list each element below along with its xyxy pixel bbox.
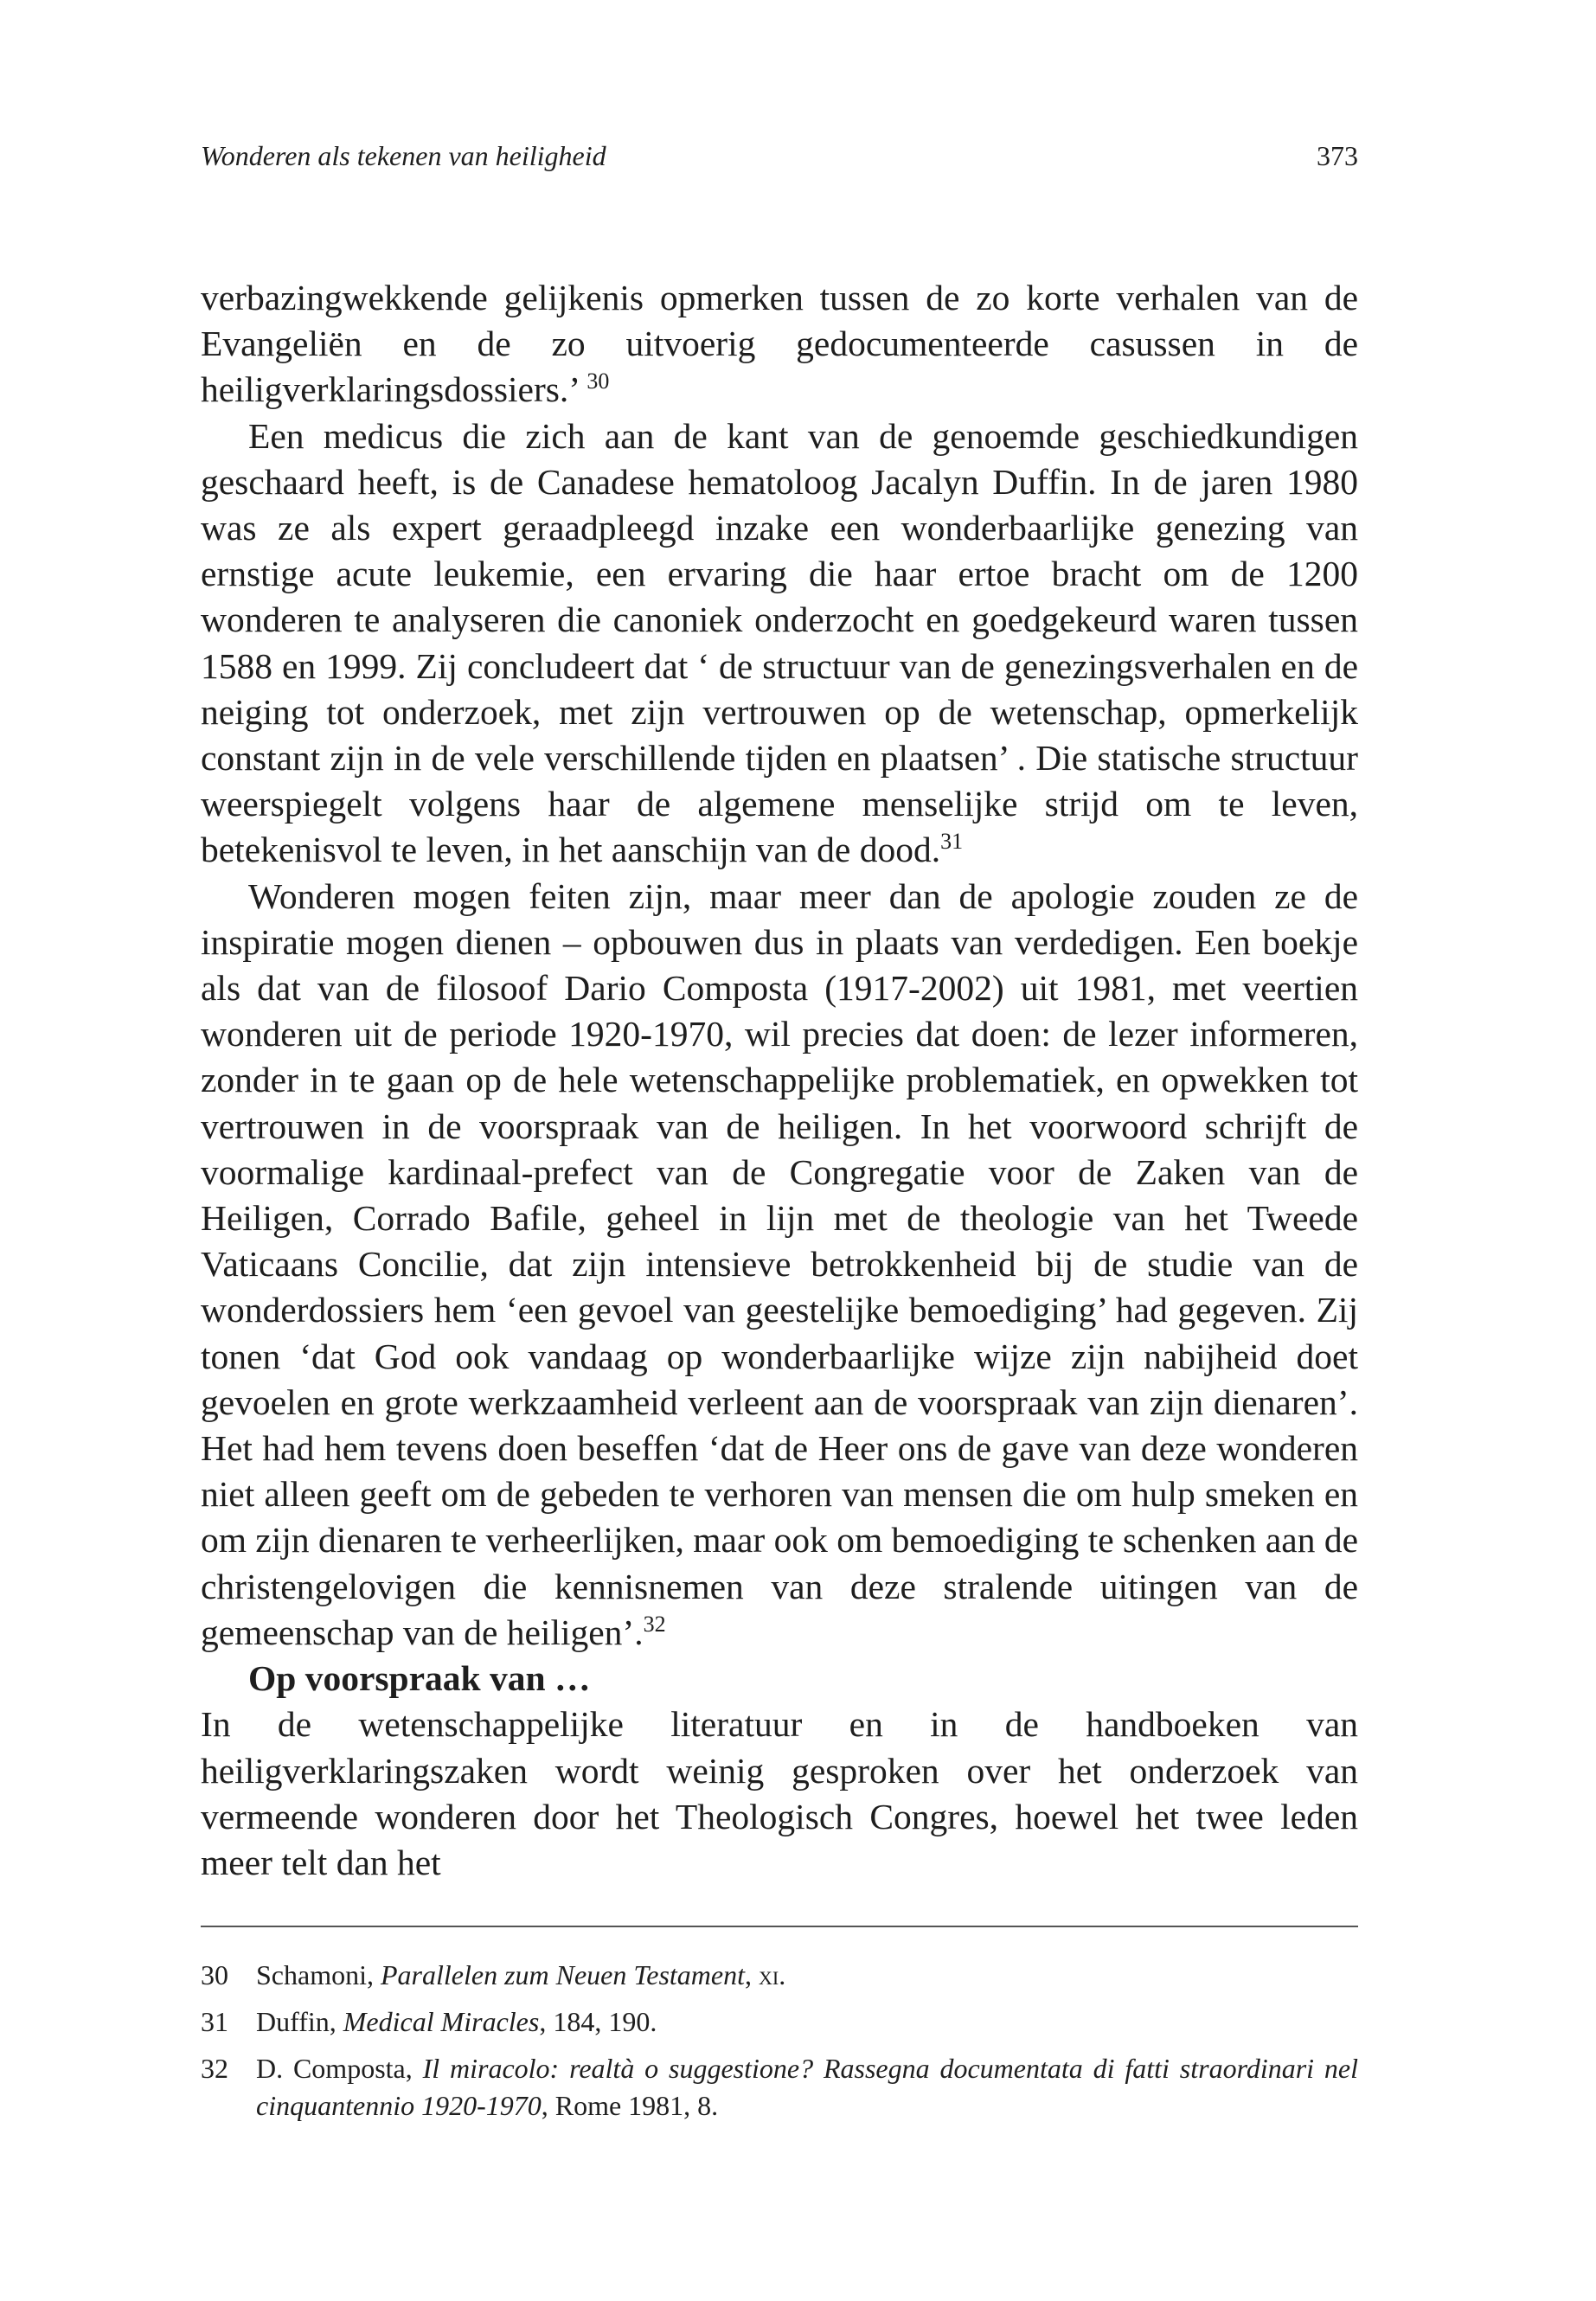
running-title: Wonderen als tekenen van heiligheid — [201, 140, 606, 171]
section-heading: Op voorspraak van … — [248, 1658, 591, 1699]
paragraph-2-text: Een medicus die zich aan de kant van de genoemde geschiedkundigen geschaard heeft, is de Canadese hematoloog Jacalyn Duffin. In de jaren 1980 was ze als expert geraadpleegd inzake een wonderbaarlijke genezing van ernstige acute leukemie, een ervaring die haar ertoe bracht om de 1200 wonderen te analyseren die canoniek onderzocht en goedgekeurd waren tussen 1588 en 1999. Zij concludeert dat ‘ de structuur van de genezingsverhalen en de neiging tot onderzoek, met zijn vertrouwen op de wetenschap, opmerkelijk constant zijn in de vele verschillende tijden en plaatsen’ . Die statische structuur weerspiegelt volgens haar de algemene menselijke strijd om te leven, betekenisvol te leven, in het aanschijn van de dood. — [201, 415, 1358, 870]
footnote-number: 30 — [201, 1959, 228, 1990]
footnote-32 — [201, 2050, 1358, 2125]
paragraph-1 — [201, 275, 1358, 413]
note-ref-31: 31 — [940, 829, 964, 855]
paragraph-1-text: verbazingwekkende gelijkenis opmerken tussen de zo korte verhalen van de Evangeliën en de zo uitvoerig gedocumenteerde casussen in de heiligverklaringsdossiers.’ — [201, 278, 1358, 410]
paragraph-3-text: Wonderen mogen feiten zijn, maar meer dan de apologie zouden ze de inspiratie mogen dienen – opbouwen dus in plaats van verdedigen. Een boekje als dat van de filosoof Dario Composta (1917-2002) uit 1981, met veertien wonderen uit de periode 1920-1970, wil precies dat doen: de lezer informeren, zonder in te gaan op de hele wetenschappelijke problematiek, en opwekken tot vertrouwen in de voorspraak van de heiligen. In het voorwoord schrijft de voormalige kardinaal-prefect van de Congregatie voor de Zaken van de Heiligen, Corrado Bafile, geheel in lijn met de theologie van het Tweede Vaticaans Concilie, dat zijn intensieve betrokkenheid bij de studie van de wonderdossiers hem ‘een gevoel van geestelijke bemoediging’ had gegeven. Zij tonen ‘dat God ook vandaag op wonderbaarlijke wijze zijn nabijheid doet gevoelen en grote werkzaamheid verleent aan de voorspraak van zijn dienaren’. Het had hem tevens doen beseffen ‘dat de Heer ons de gave van deze wonderen niet alleen geeft om de gebeden te verhoren van mensen die om hulp smeken en om zijn dienaren te verheerlijken, maar ook om bemoediging te schenken aan de christengelovigen die kennisnemen van deze stralende uitingen van de gemeenschap van de heiligen’. — [201, 875, 1358, 1652]
note-ref-30: 30 — [586, 369, 610, 394]
footnote-title: Il miracolo: realtà o suggestione? Rassegna documentata di fatti straordinari nel cinquantennio 1920-1970 — [256, 2053, 1359, 2121]
running-head — [201, 138, 1358, 173]
footnote-pages: xi — [758, 1959, 779, 1990]
footnote-number: 31 — [201, 2006, 228, 2037]
footnote-author: D. Composta, — [256, 2053, 413, 2084]
footnote-author: Duffin, — [256, 2006, 337, 2037]
footnote-number: 32 — [201, 2053, 228, 2084]
footnote-31 — [201, 2003, 1358, 2041]
footnote-author: Schamoni, — [256, 1959, 374, 1990]
footnote-title: Parallelen zum Neuen Testament — [380, 1959, 745, 1990]
footnote-text — [256, 2003, 1358, 2041]
footnote-30 — [201, 1957, 1358, 1994]
footnote-rest: , Rome 1981, 8. — [541, 2090, 719, 2121]
footnote-separator: , — [744, 1959, 752, 1990]
main-text — [201, 275, 1358, 1886]
paragraph-2 — [201, 413, 1358, 874]
footnote-rest: , 184, 190. — [539, 2006, 657, 2037]
paragraph-3 — [201, 874, 1358, 1656]
footnote-text — [256, 1957, 1358, 1994]
footnotes — [201, 1957, 1358, 2134]
note-ref-32: 32 — [643, 1611, 666, 1637]
footnote-divider — [201, 1926, 1358, 1927]
footnote-end: . — [779, 1959, 786, 1990]
section-paragraph: In de wetenschappelijke literatuur en in de handboeken van heiligverklaringszaken wordt weinig gesproken over het onderzoek van vermeende wonderen door het Theologisch Congres, hoewel het twee leden meer telt dan het — [201, 1704, 1358, 1882]
page-number: 373 — [1317, 140, 1358, 171]
footnote-text — [256, 2050, 1358, 2125]
footnote-title: Medical Miracles — [343, 2006, 540, 2037]
